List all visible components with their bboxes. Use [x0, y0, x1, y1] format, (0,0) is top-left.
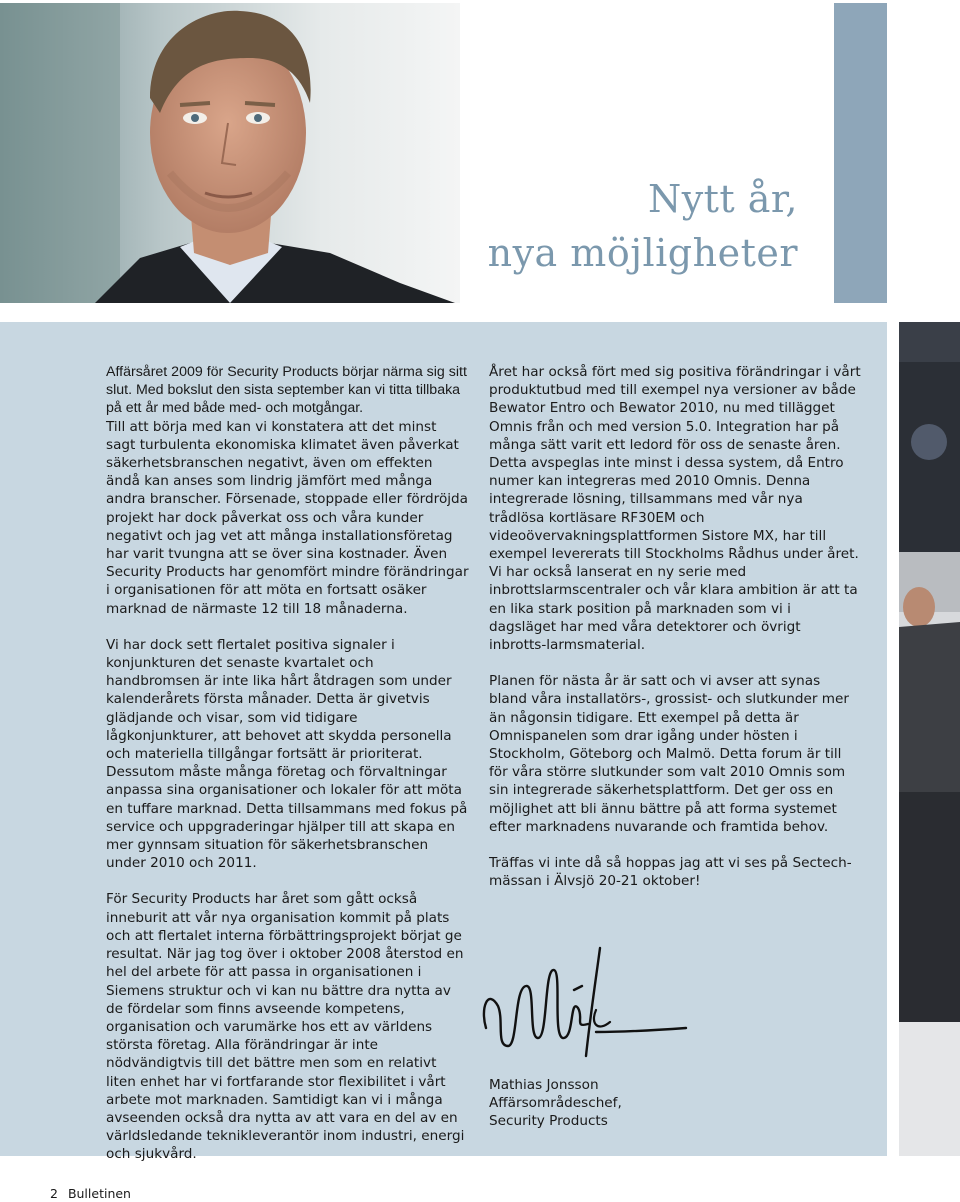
page-footer [50, 1186, 137, 1202]
right-column [489, 363, 861, 908]
signoff-title: Affärsområdeschef, [489, 1095, 622, 1112]
portrait-photo [0, 3, 460, 303]
handwritten-signature [478, 928, 688, 1068]
headline-line-1: Nytt år, [647, 177, 798, 221]
left-column [106, 363, 470, 1182]
signoff-name: Mathias Jonsson [489, 1077, 599, 1093]
body-paragraph: Året har också fört med sig positiva förändringar i vårt produktutbud med till exempel nya versioner av både Bewator Entro och Bewator 2010, nu med tillägget Omnis från och med version 5.0. Integration har på många sätt varit ett ledord för oss de senaste åren. Detta avspeglas inte minst i dessa system, då Entro numer kan integreras med 2010 Omnis. Denna integrerade lösning, tillsammans med vår nya trådlösa kortläsare RF30EM och videoövervakningsplattformen Sistore MX, har till exempel levererats till Stockholms Rådhus under året. Vi har också lanserat en ny serie med inbrottslarmscentraler och vår klara ambition är att ta en lika stark position på marknaden som vi i dagsläget har med våra detektorer och övrigt inbrotts-larmsmaterial. [489, 364, 861, 654]
header-band [0, 0, 960, 304]
signoff-company: Security Products [489, 1113, 608, 1130]
body-paragraph: Vi har dock sett flertalet positiva signaler i konjunkturen det senaste kvartalet och handbromsen är inte lika hårt åtdragen som under kalenderårets första månader. Detta är givetvis glädjande och visar, som vid tidigare lågkonjunkturer, att behovet att skydda personella och materiella tillgångar fortsätt är prioriterat. Dessutom måste många företag och förvaltningar anpassa sina organisationer och lokaler för att möta en tuffare marknad. Detta tillsammans med fokus på service och uppgraderingar hjälper till att skapa en mer gynnsam situation för säkerhetsbranschen under 2010 och 2011. [106, 636, 468, 872]
publication-name: Bulletinen [67, 1186, 131, 1201]
lead-paragraph: Affärsåret 2009 för Security Products börjar närma sig sitt slut. Med bokslut den sista september kan vi titta tillbaka på ett år med både med- och motgångar. [106, 364, 467, 417]
body-paragraph: Träffas vi inte då så hoppas jag att vi ses på Sectech-mässan i Älvsjö 20-21 oktober! [489, 855, 852, 890]
portrait-image [0, 3, 460, 303]
body-paragraph: Planen för nästa år är satt och vi avser att synas bland våra installatörs-, grossist- och slutkunder mer än någonsin tidigare. Ett exempel på detta är Omnispanelen som drar igång under hösten i Stockholm, Göteborg och Malmö. Detta forum är till för våra större slutkunder som valt 2010 Omnis som sin integrerade säkerhetsplattform. Det ger oss en möjlighet att bli ännu bättre på att forma systemet efter marknadens nuvarande och framtida behov. [489, 673, 849, 835]
signoff [489, 1076, 622, 1131]
page-number: 2 [50, 1186, 58, 1201]
headline [488, 172, 798, 280]
headline-line-2: nya möjligheter [487, 231, 798, 275]
side-photo [899, 322, 960, 1156]
body-paragraph: Till att börja med kan vi konstatera att det minst sagt turbulenta ekonomiska klimatet även påverkat säkerhetsbranschen negativt, även om effekten ändå kan anses som lindrig jämfört med många andra branscher. Försenade, stoppade eller fördröjda projekt har dock påverkat oss och våra kunder negativt och jag vet att många installationsföretag har varit tvungna att se över sina kostnader. Även Security Products har genomfört mindre förändringar i organisationen för att möta en fortsatt osäker marknad de närmaste 12 till 18 månaderna. [106, 418, 469, 617]
body-paragraph: För Security Products har året som gått också inneburit att vår nya organisation kommit på plats och att flertalet interna förbättringsprojekt börjat ge resultat. När jag tog över i oktober 2008 återstod en hel del arbete för att passa in organisationen i Siemens struktur och vi kan nu bättre dra nytta av de fördelar som finns avseende kompetens, organisation och varumärke hos ett av världens största företag. Alla förändringar är inte nödvändigtvis till det bättre men som en relativt liten enhet har vi fortfarande stor flexibilitet i vårt arbete mot marknaden. Samtidigt kan vi i många avseenden också dra nytta av att vara en del av en världsledande teknikleverantör inom industri, energi och sjukvård. [106, 891, 465, 1163]
accent-stripe [834, 3, 887, 303]
